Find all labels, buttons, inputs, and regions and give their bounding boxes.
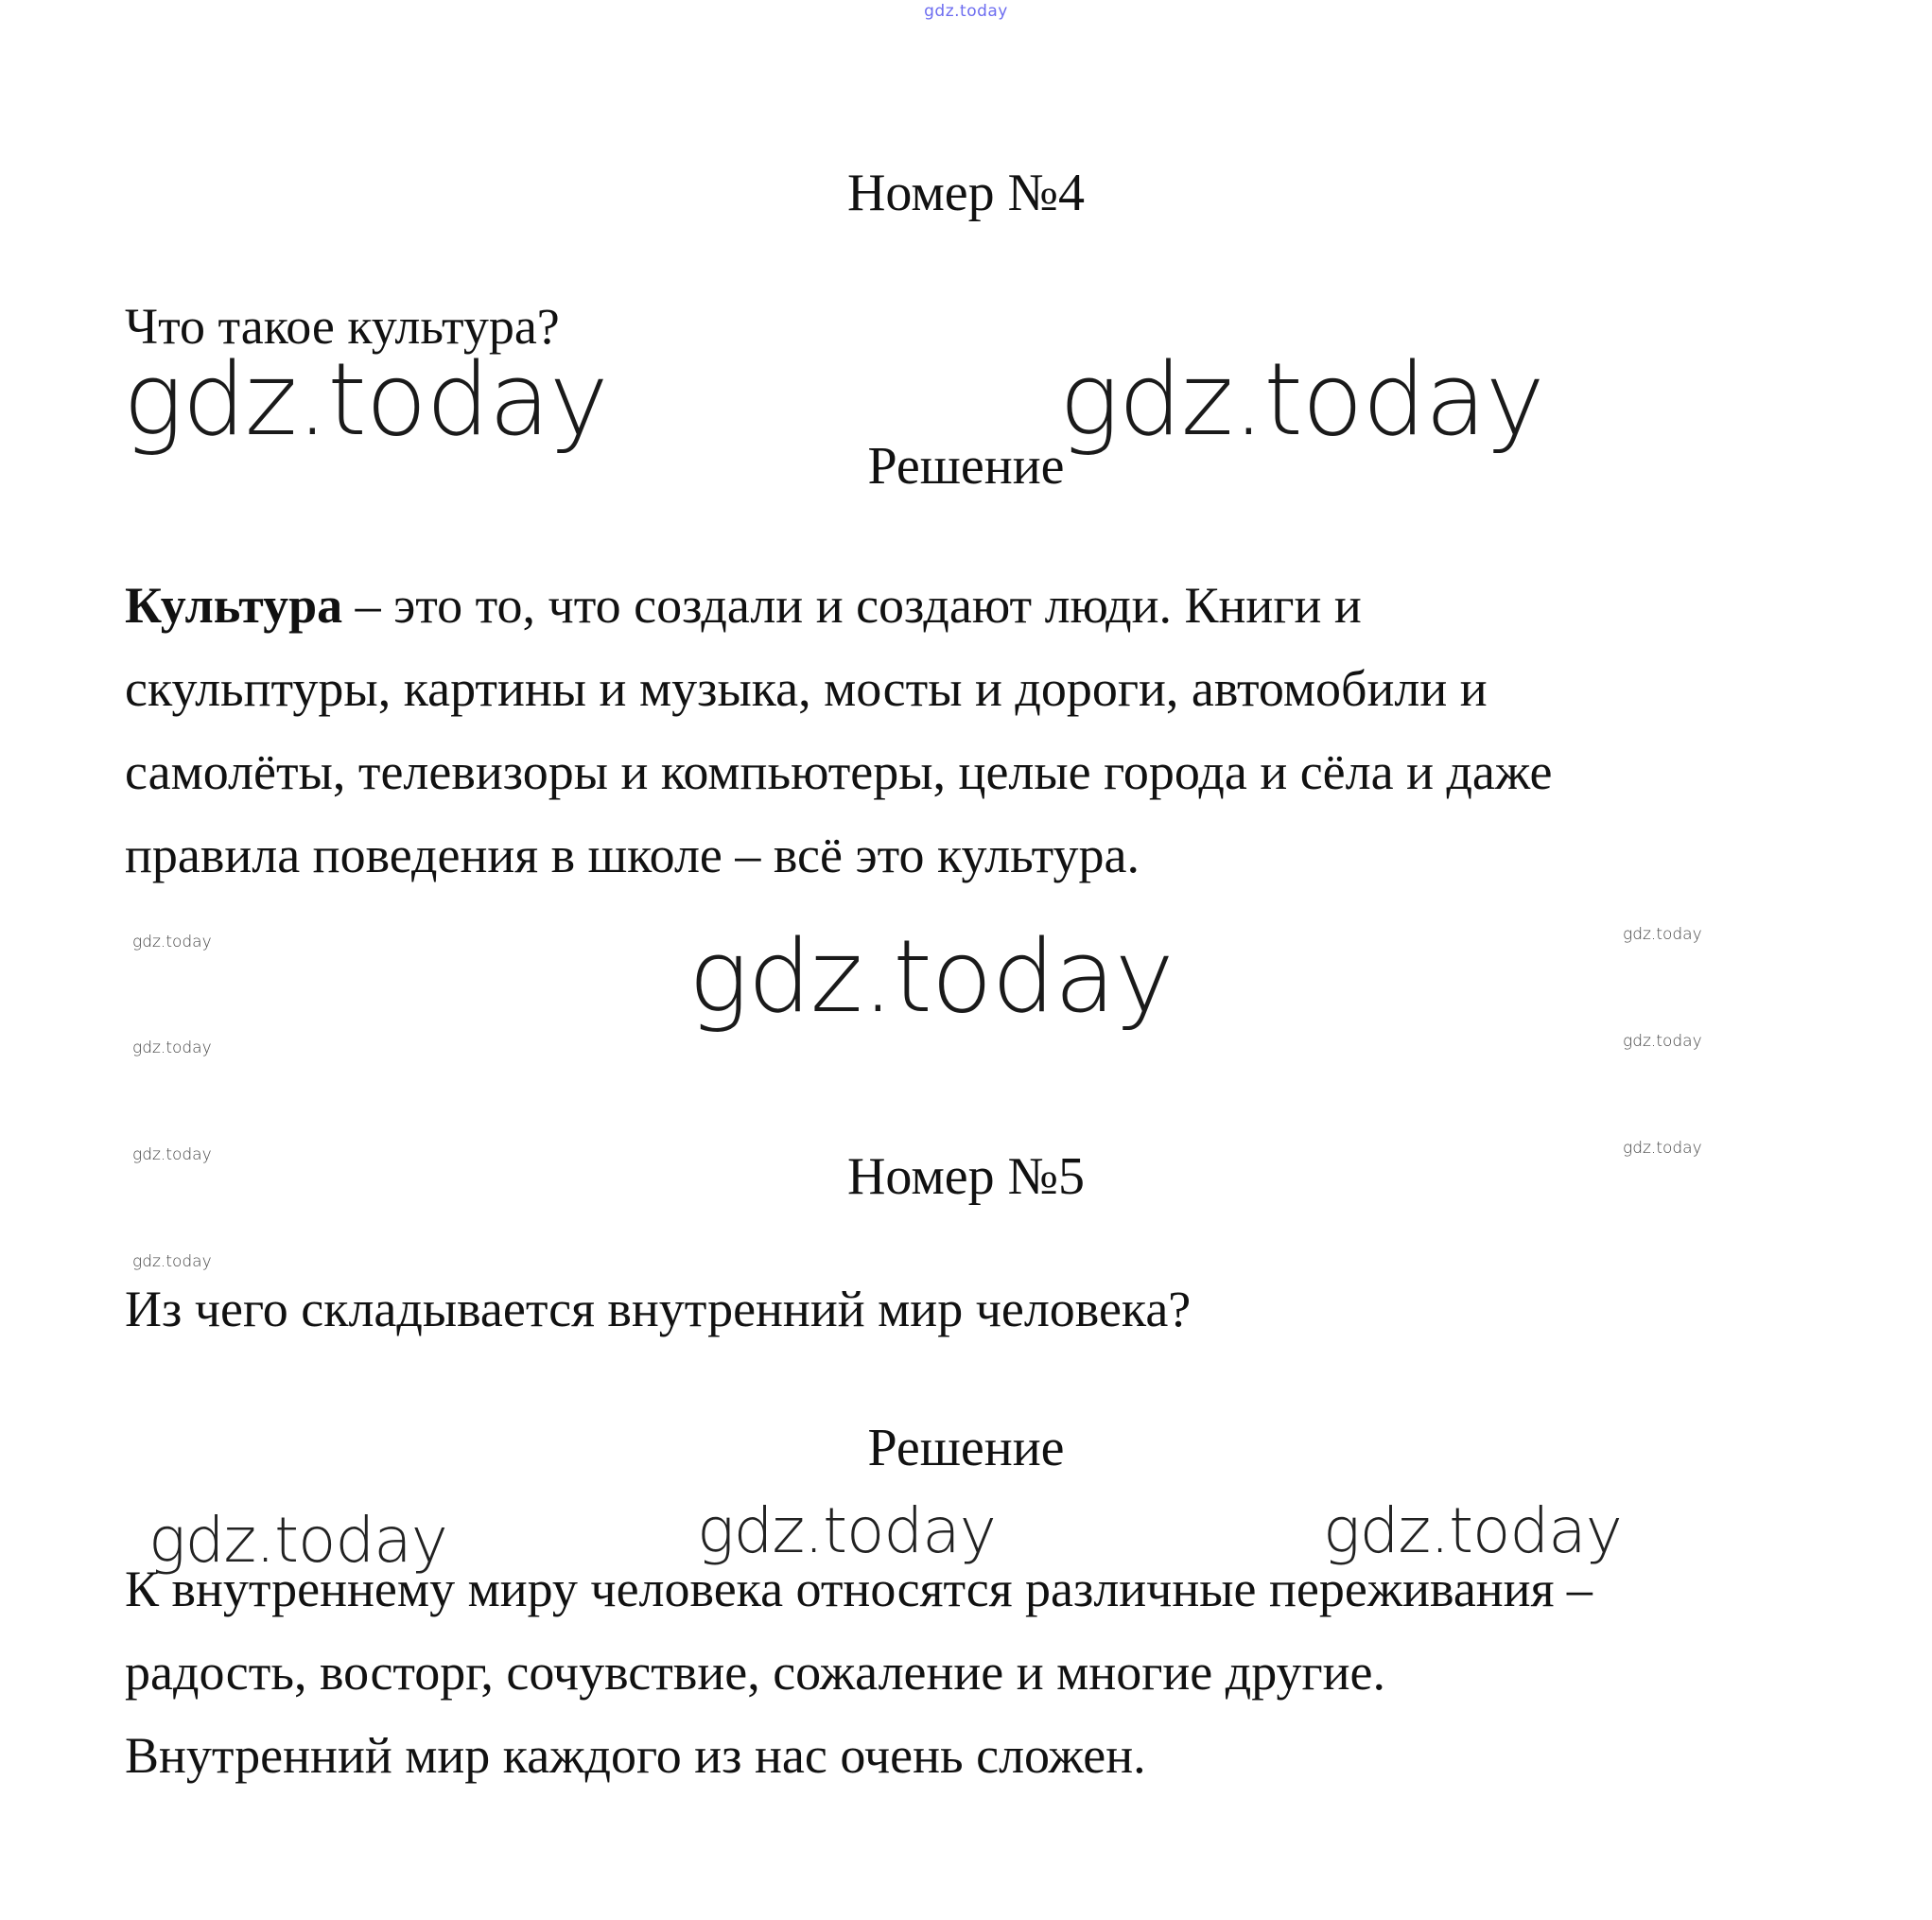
task4-answer-line: правила поведения в школе – всё это культура. [125,827,1140,883]
task5-question: Из чего складывается внутренний мир человека? [125,1281,1192,1337]
watermark-small: gdz.today [1623,1139,1702,1158]
watermark-small: gdz.today [132,1039,212,1057]
task4-heading: Номер №4 [846,164,1086,222]
watermark-large: gdz.today [688,918,1174,1035]
task4-question: Что такое культура? [125,298,560,355]
task4-answer [125,564,1808,897]
task4-solution-heading: Решение [867,437,1065,496]
top-watermark: gdz.today [924,2,1008,21]
watermark-medium: gdz.today [148,1504,447,1577]
task4-answer-line [125,564,1808,647]
task4-answer-text: – это то, что создали и создают люди. Книги и [342,577,1362,634]
watermark-small: gdz.today [132,1252,212,1271]
task5-answer-line: радость, восторг, сочувствие, сожаление и многие другие. [125,1644,1386,1701]
watermark-medium: gdz.today [1323,1494,1622,1567]
watermark-small: gdz.today [1623,925,1702,944]
task5-answer-line: К внутреннему миру человека относятся различные переживания – [125,1561,1593,1617]
watermark-large: gdz.today [123,341,608,458]
watermark-large: gdz.today [1059,341,1544,458]
watermark-medium: gdz.today [697,1494,996,1567]
watermark-small: gdz.today [132,933,212,951]
task5-answer-line: Внутренний мир каждого из нас очень сложен. [125,1727,1146,1784]
task4-answer-line: самолёты, телевизоры и компьютеры, целые города и сёла и даже [125,743,1553,800]
watermark-small: gdz.today [1623,1032,1702,1051]
watermark-small: gdz.today [132,1145,212,1164]
task4-answer-line: скульптуры, картины и музыка, мосты и дороги, автомобили и [125,660,1488,717]
term-bold: Культура [125,577,343,634]
task5-answer [125,1547,1808,1797]
task5-solution-heading: Решение [867,1419,1065,1477]
task5-heading: Номер №5 [846,1147,1086,1206]
